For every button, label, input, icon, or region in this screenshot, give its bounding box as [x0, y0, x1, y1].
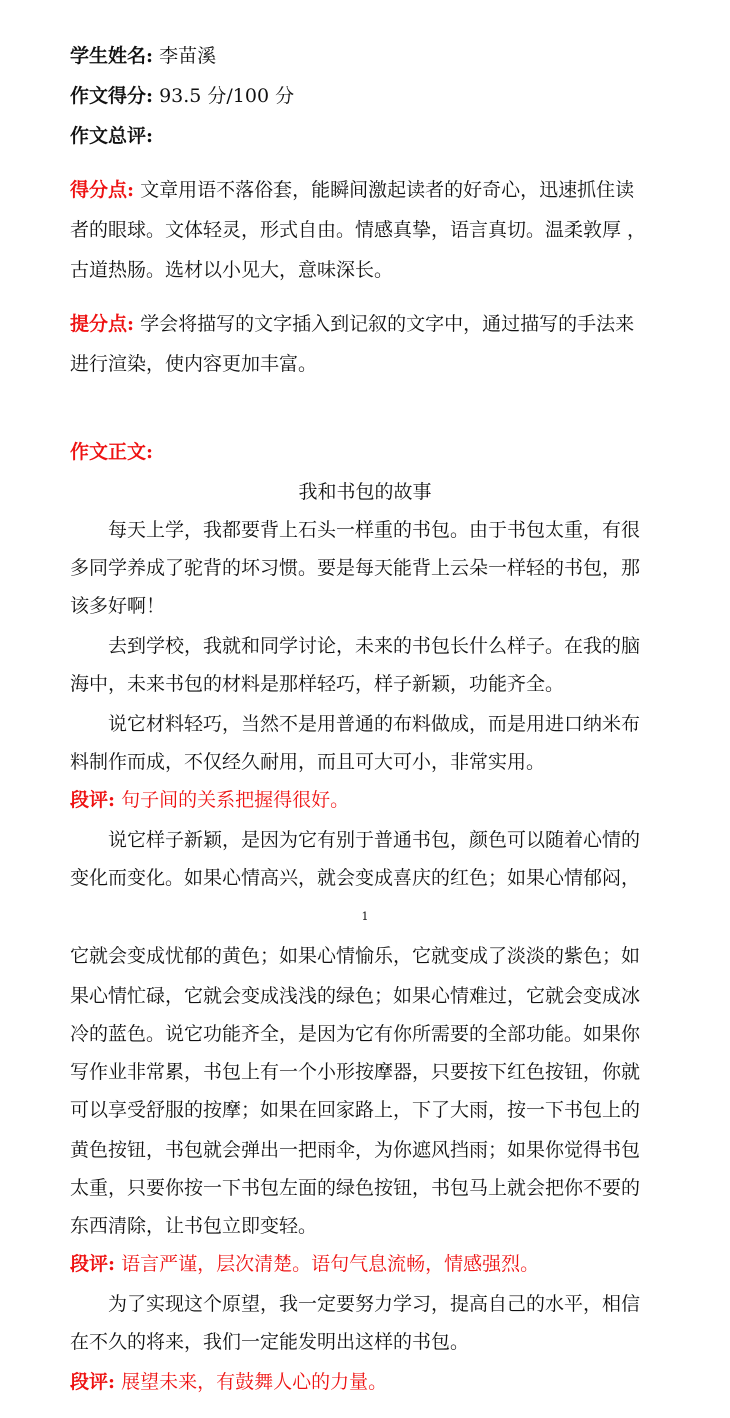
essay-line-11: 果心情忙碌，它就会变成浅浅的绿色；如果心情难过，它就会变成冰	[70, 985, 641, 1007]
student-name-label: 学生姓名:	[70, 45, 154, 67]
paragraph-comment-text: 句子间的关系把握得很好。	[121, 789, 350, 811]
page-number: 1	[361, 910, 369, 923]
pros-line-1	[70, 178, 670, 202]
essay-line-7: 料制作而成，不仅经久耐用，而且可大可小，非常实用。	[70, 751, 546, 773]
pros-text: 文章用语不落俗套，能瞬间激起读者的好奇心，迅速抓住读	[140, 179, 635, 201]
essay-line-17: 东西清除，让书包立即变轻。	[70, 1215, 318, 1237]
essay-line-12: 冷的蓝色。说它功能齐全，是因为它有你所需要的全部功能。如果你	[70, 1023, 641, 1045]
paragraph-comment-2	[70, 1252, 670, 1276]
pros-label: 得分点:	[70, 179, 135, 201]
essay-line-5: 海中，未来书包的材料是那样轻巧，样子新颖，功能齐全。	[70, 673, 565, 695]
paragraph-comment-label: 段评:	[70, 1371, 116, 1393]
essay-title: 我和书包的故事	[298, 481, 432, 503]
overall-comment-label: 作文总评:	[70, 125, 154, 147]
paragraph-comment-label: 段评:	[70, 789, 116, 811]
paragraph-comment-label: 段评:	[70, 1253, 116, 1275]
essay-line-14: 可以享受舒服的按摩；如果在回家路上，下了大雨，按一下书包上的	[70, 1099, 641, 1121]
paragraph-comment-text: 语言严谨，层次清楚。语句气息流畅，情感强烈。	[121, 1253, 540, 1275]
essay-line-19: 在不久的将来，我们一定能发明出这样的书包。	[70, 1331, 470, 1353]
essay-label: 作文正文:	[70, 441, 154, 463]
improve-line-1	[70, 312, 670, 336]
essay-line-15: 黄色按钮，书包就会弹出一把雨伞，为你遮风挡雨；如果你觉得书包	[70, 1139, 641, 1161]
essay-line-9: 变化而变化。如果心情高兴，就会变成喜庆的红色；如果心情郁闷，	[70, 867, 641, 889]
essay-line-4: 去到学校，我就和同学讨论，未来的书包长什么样子。在我的脑	[108, 635, 641, 657]
essay-line-8: 说它样子新颖，是因为它有别于普通书包，颜色可以随着心情的	[108, 829, 641, 851]
student-name-row	[70, 44, 670, 68]
essay-line-2: 多同学养成了驼背的坏习惯。要是每天能背上云朵一样轻的书包，那	[70, 557, 641, 579]
score-value: 93.5 分/100 分	[159, 85, 295, 107]
score-label: 作文得分:	[70, 85, 154, 107]
essay-line-18: 为了实现这个原望，我一定要努力学习，提高自己的水平，相信	[108, 1293, 641, 1315]
pros-line-2: 者的眼球。文体轻灵，形式自由。情感真挚，语言真切。温柔敦厚 ，	[70, 219, 647, 241]
improve-text: 学会将描写的文字插入到记叙的文字中，通过描写的手法来	[140, 313, 635, 335]
essay-line-6: 说它材料轻巧，当然不是用普通的布料做成，而是用进口纳米布	[108, 713, 641, 735]
improve-label: 提分点:	[70, 313, 135, 335]
paragraph-comment-text: 展望未来，有鼓舞人心的力量。	[121, 1371, 388, 1393]
paragraph-comment-3	[70, 1370, 670, 1394]
essay-line-3: 该多好啊！	[70, 595, 166, 617]
essay-line-13: 写作业非常累，书包上有一个小形按摩器，只要按下红色按钮，你就	[70, 1061, 641, 1083]
improve-line-2: 进行渲染，使内容更加丰富。	[70, 353, 318, 375]
essay-line-1: 每天上学，我都要背上石头一样重的书包。由于书包太重，有很	[108, 519, 641, 541]
essay-line-10: 它就会变成忧郁的黄色；如果心情愉乐，它就变成了淡淡的紫色；如	[70, 945, 641, 967]
score-row	[70, 84, 670, 108]
pros-line-3: 古道热肠。选材以小见大，意味深长。	[70, 259, 394, 281]
student-name-value: 李苗溪	[159, 45, 217, 67]
essay-line-16: 太重，只要你按一下书包左面的绿色按钮，书包马上就会把你不要的	[70, 1177, 641, 1199]
paragraph-comment-1	[70, 788, 670, 812]
